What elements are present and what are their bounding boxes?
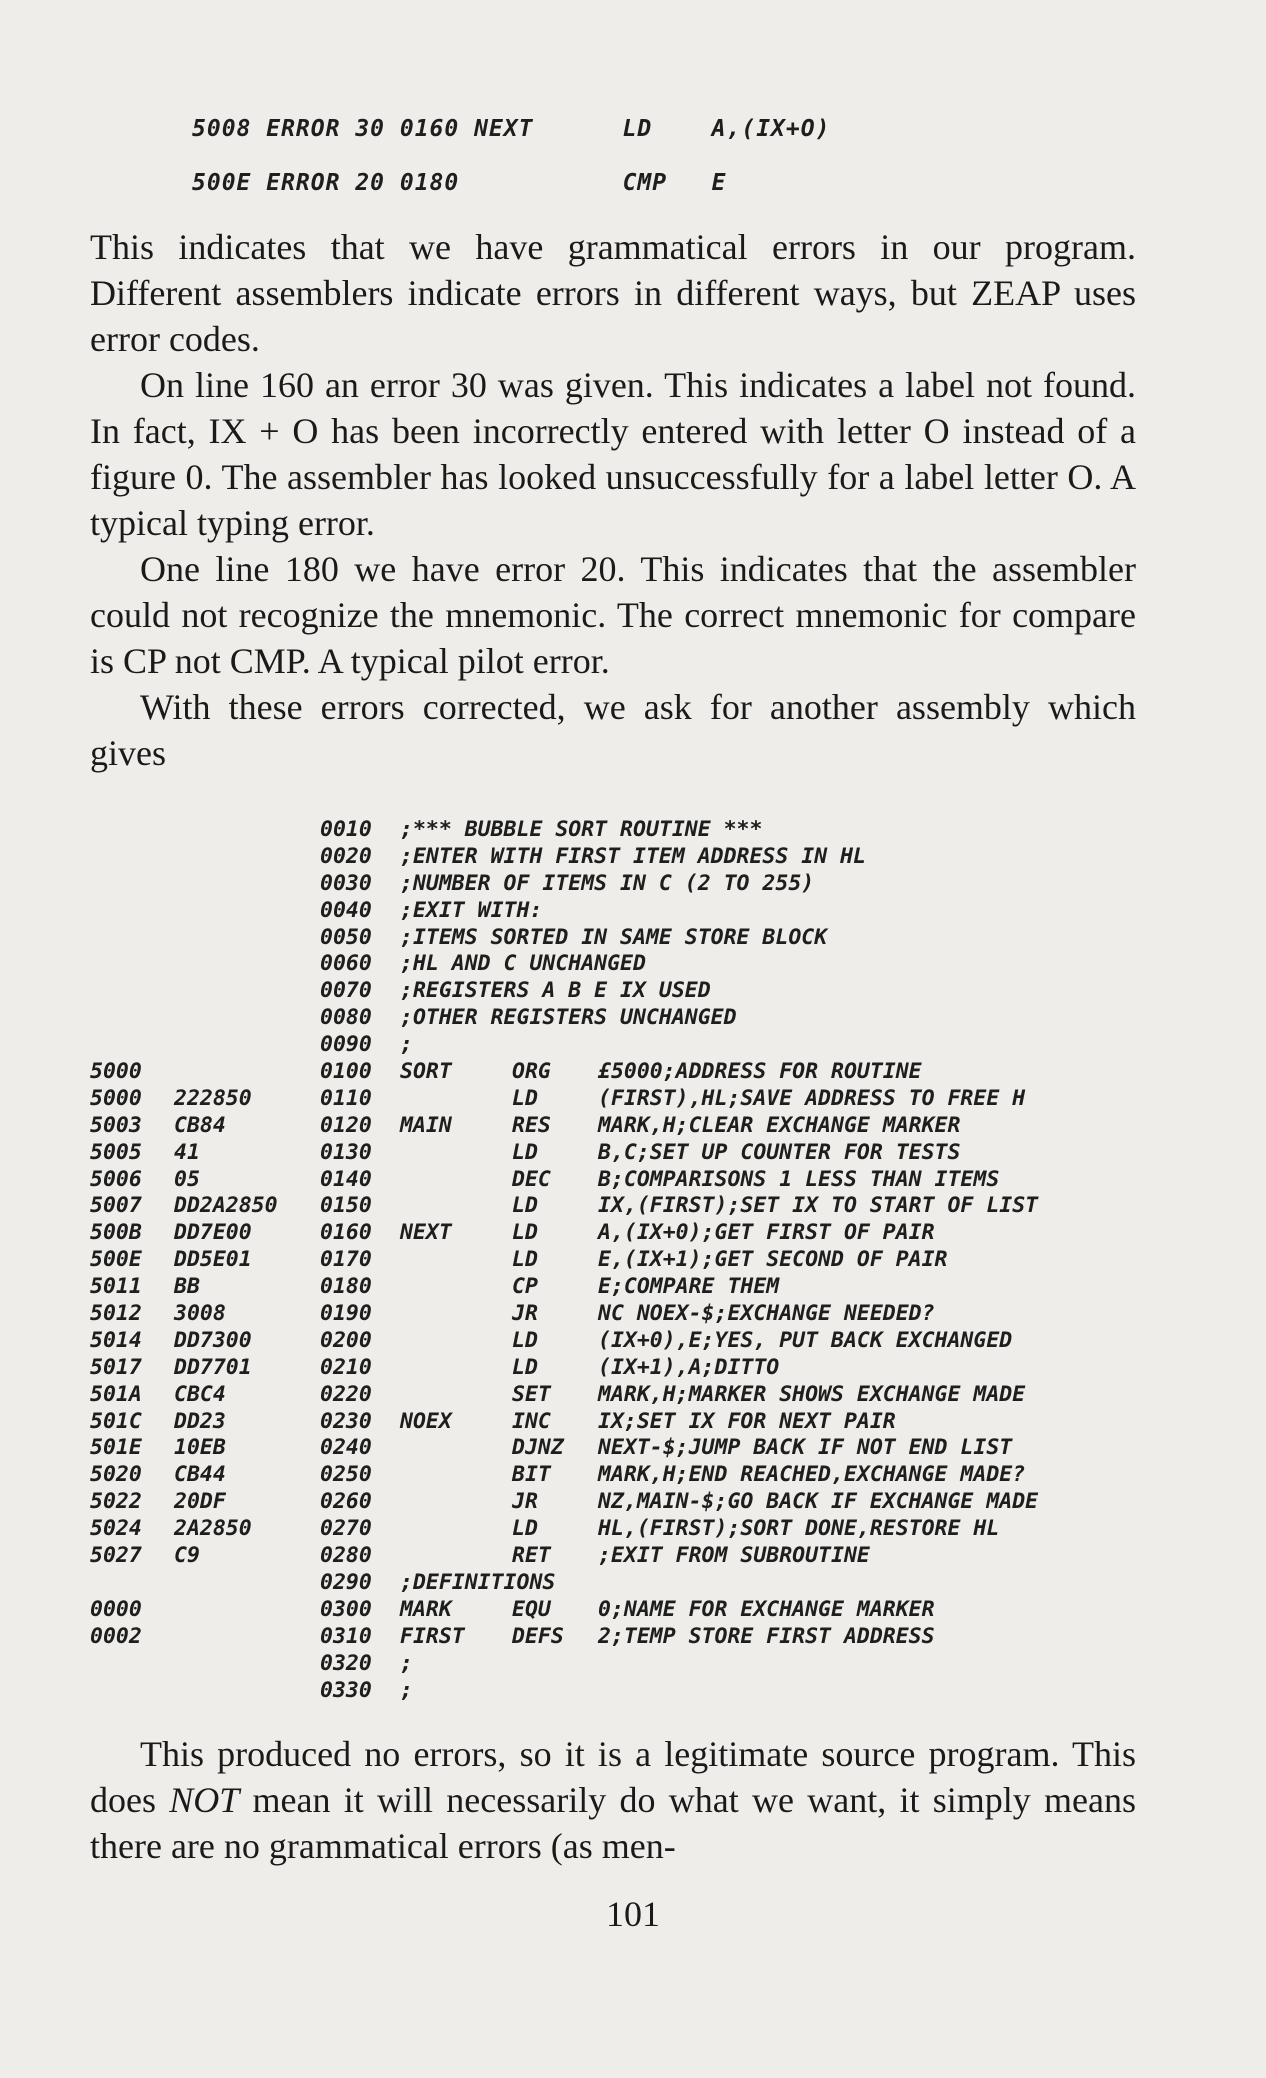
listing-object-code: DD23 bbox=[174, 1408, 226, 1434]
listing-row bbox=[90, 1220, 1190, 1247]
listing-row bbox=[90, 1301, 1190, 1328]
listing-object-code: 41 bbox=[174, 1139, 200, 1165]
listing-row bbox=[90, 1435, 1190, 1462]
listing-row bbox=[90, 1355, 1190, 1382]
listing-operand: 0;NAME FOR EXCHANGE MARKER bbox=[598, 1596, 935, 1622]
listing-row bbox=[90, 817, 1190, 844]
listing-line-number: 0240 bbox=[320, 1435, 372, 1461]
listing-address: 5012 bbox=[90, 1301, 142, 1327]
listing-line-number: 0100 bbox=[320, 1059, 372, 1085]
listing-line-number: 0050 bbox=[320, 924, 372, 950]
paragraph-reassembly: With these errors corrected, we ask for another assembly which gives bbox=[90, 687, 1136, 773]
listing-opcode: SET bbox=[512, 1381, 551, 1407]
listing-object-code: 3008 bbox=[174, 1301, 226, 1327]
listing-address: 5005 bbox=[90, 1139, 142, 1165]
listing-line-number: 0020 bbox=[320, 843, 372, 869]
listing-operand: IX,(FIRST);SET IX TO START OF LIST bbox=[598, 1193, 1039, 1219]
listing-line-number: 0200 bbox=[320, 1327, 372, 1353]
listing-row bbox=[90, 844, 1190, 871]
listing-row bbox=[90, 871, 1190, 898]
listing-operand: B,C;SET UP COUNTER FOR TESTS bbox=[598, 1139, 961, 1165]
listing-opcode: LD bbox=[512, 1516, 538, 1542]
listing-line-number: 0310 bbox=[320, 1623, 372, 1649]
listing-row bbox=[90, 1651, 1190, 1678]
listing-object-code: 10EB bbox=[174, 1435, 226, 1461]
listing-row bbox=[90, 1570, 1190, 1597]
listing-line-number: 0290 bbox=[320, 1569, 372, 1595]
listing-operand: ;EXIT FROM SUBROUTINE bbox=[598, 1543, 870, 1569]
listing-object-code: DD7300 bbox=[174, 1327, 252, 1353]
listing-row bbox=[90, 1113, 1190, 1140]
closing-text bbox=[90, 1731, 1136, 1869]
listing-row bbox=[90, 1382, 1190, 1409]
listing-operand: MARK,H;END REACHED,EXCHANGE MADE? bbox=[598, 1462, 1026, 1488]
listing-comment: ;*** BUBBLE SORT ROUTINE *** bbox=[400, 817, 763, 842]
listing-row bbox=[90, 1167, 1190, 1194]
listing-operand: 2;TEMP STORE FIRST ADDRESS bbox=[598, 1623, 935, 1649]
listing-row bbox=[90, 1462, 1190, 1489]
listing-line-number: 0320 bbox=[320, 1650, 372, 1676]
listing-opcode: LD bbox=[512, 1220, 538, 1246]
listing-object-code: 2A2850 bbox=[174, 1516, 252, 1542]
listing-row bbox=[90, 1489, 1190, 1516]
listing-operand: (IX+0),E;YES, PUT BACK EXCHANGED bbox=[598, 1327, 1013, 1353]
listing-line-number: 0140 bbox=[320, 1166, 372, 1192]
assembly-listing bbox=[90, 817, 1190, 1704]
listing-operand: NEXT-$;JUMP BACK IF NOT END LIST bbox=[598, 1435, 1013, 1461]
listing-row bbox=[90, 1597, 1190, 1624]
listing-opcode: LD bbox=[512, 1354, 538, 1380]
listing-row bbox=[90, 1328, 1190, 1355]
listing-line-number: 0220 bbox=[320, 1381, 372, 1407]
listing-object-code: DD7701 bbox=[174, 1354, 252, 1380]
listing-line-number: 0300 bbox=[320, 1596, 372, 1622]
listing-opcode: CP bbox=[512, 1274, 538, 1300]
listing-address: 0000 bbox=[90, 1596, 142, 1622]
listing-comment: ;REGISTERS A B E IX USED bbox=[400, 978, 711, 1004]
listing-label: MARK bbox=[400, 1596, 452, 1622]
listing-object-code: CBC4 bbox=[174, 1381, 226, 1407]
listing-object-code: C9 bbox=[174, 1543, 200, 1569]
listing-label: MAIN bbox=[400, 1112, 452, 1138]
listing-line-number: 0060 bbox=[320, 951, 372, 977]
error-line-2: 500E ERROR 20 0180 CMP E bbox=[192, 170, 727, 196]
listing-opcode: LD bbox=[512, 1193, 538, 1219]
listing-line-number: 0040 bbox=[320, 897, 372, 923]
listing-line-number: 0250 bbox=[320, 1462, 372, 1488]
listing-operand: MARK,H;CLEAR EXCHANGE MARKER bbox=[598, 1112, 961, 1138]
listing-operand: A,(IX+0);GET FIRST OF PAIR bbox=[598, 1220, 935, 1246]
listing-opcode: DEFS bbox=[512, 1623, 564, 1649]
listing-object-code: DD7E00 bbox=[174, 1220, 252, 1246]
listing-label: SORT bbox=[400, 1059, 452, 1085]
listing-object-code: CB44 bbox=[174, 1462, 226, 1488]
listing-line-number: 0110 bbox=[320, 1085, 372, 1111]
listing-address: 5003 bbox=[90, 1112, 142, 1138]
listing-object-code: DD5E01 bbox=[174, 1247, 252, 1273]
listing-object-code: CB84 bbox=[174, 1112, 226, 1138]
listing-address: 5000 bbox=[90, 1085, 142, 1111]
listing-row bbox=[90, 1678, 1190, 1705]
listing-opcode: RES bbox=[512, 1112, 551, 1138]
listing-row bbox=[90, 1543, 1190, 1570]
listing-operand: E,(IX+1);GET SECOND OF PAIR bbox=[598, 1247, 948, 1273]
listing-line-number: 0170 bbox=[320, 1247, 372, 1273]
listing-opcode: BIT bbox=[512, 1462, 551, 1488]
paragraph-error-30: On line 160 an error 30 was given. This indicates a label not found. In fact, IX + O has been incorrectly entered with letter O instead of a figure 0. The assembler has looked unsuccessfully for a label letter O. A typical typing error. bbox=[90, 365, 1136, 543]
listing-line-number: 0120 bbox=[320, 1112, 372, 1138]
listing-line-number: 0080 bbox=[320, 1005, 372, 1031]
listing-opcode: DEC bbox=[512, 1166, 551, 1192]
listing-object-code: BB bbox=[174, 1274, 200, 1300]
listing-opcode: RET bbox=[512, 1543, 551, 1569]
listing-comment: ; bbox=[400, 1032, 413, 1058]
listing-comment: ;NUMBER OF ITEMS IN C (2 TO 255) bbox=[400, 870, 815, 896]
listing-address: 5027 bbox=[90, 1543, 142, 1569]
listing-address: 5022 bbox=[90, 1489, 142, 1515]
listing-line-number: 0090 bbox=[320, 1032, 372, 1058]
listing-opcode: JR bbox=[512, 1301, 538, 1327]
listing-address: 5011 bbox=[90, 1274, 142, 1300]
page-number: 101 bbox=[606, 1894, 660, 1934]
listing-comment: ;HL AND C UNCHANGED bbox=[400, 951, 646, 977]
listing-line-number: 0010 bbox=[320, 817, 372, 842]
listing-object-code: DD2A2850 bbox=[174, 1193, 278, 1219]
listing-row bbox=[90, 951, 1190, 978]
listing-opcode: LD bbox=[512, 1247, 538, 1273]
listing-row bbox=[90, 1059, 1190, 1086]
listing-address: 501A bbox=[90, 1381, 142, 1407]
closing-text-end: mean it will necessarily do what we want, it simply means there are no grammatical errors (as men- bbox=[90, 1780, 1136, 1866]
listing-operand: B;COMPARISONS 1 LESS THAN ITEMS bbox=[598, 1166, 1000, 1192]
paragraph-intro: This indicates that we have grammatical errors in our program. Different assemblers indicate errors in different ways, but ZEAP uses error codes. bbox=[90, 227, 1136, 359]
listing-object-code: 05 bbox=[174, 1166, 200, 1192]
listing-label: NEXT bbox=[400, 1220, 452, 1246]
listing-row bbox=[90, 1247, 1190, 1274]
listing-comment: ;ENTER WITH FIRST ITEM ADDRESS IN HL bbox=[400, 843, 866, 869]
listing-operand: E;COMPARE THEM bbox=[598, 1274, 780, 1300]
listing-row bbox=[90, 898, 1190, 925]
listing-address: 500B bbox=[90, 1220, 142, 1246]
listing-opcode: JR bbox=[512, 1489, 538, 1515]
listing-address: 500E bbox=[90, 1247, 142, 1273]
listing-operand: £5000;ADDRESS FOR ROUTINE bbox=[598, 1059, 922, 1085]
listing-opcode: DJNZ bbox=[512, 1435, 564, 1461]
listing-line-number: 0030 bbox=[320, 870, 372, 896]
listing-address: 5006 bbox=[90, 1166, 142, 1192]
listing-row bbox=[90, 1086, 1190, 1113]
listing-line-number: 0330 bbox=[320, 1677, 372, 1703]
listing-line-number: 0070 bbox=[320, 978, 372, 1004]
closing-emphasis: NOT bbox=[169, 1780, 240, 1820]
listing-label: FIRST bbox=[400, 1623, 465, 1649]
listing-line-number: 0260 bbox=[320, 1489, 372, 1515]
listing-opcode: LD bbox=[512, 1085, 538, 1111]
listing-comment: ;OTHER REGISTERS UNCHANGED bbox=[400, 1005, 737, 1031]
listing-line-number: 0210 bbox=[320, 1354, 372, 1380]
listing-row bbox=[90, 1274, 1190, 1301]
listing-object-code: 222850 bbox=[174, 1085, 252, 1111]
listing-line-number: 0180 bbox=[320, 1274, 372, 1300]
listing-address: 5020 bbox=[90, 1462, 142, 1488]
body-text bbox=[90, 224, 1136, 776]
listing-line-number: 0160 bbox=[320, 1220, 372, 1246]
listing-row bbox=[90, 1140, 1190, 1167]
listing-opcode: ORG bbox=[512, 1059, 551, 1085]
listing-comment: ; bbox=[400, 1677, 413, 1703]
listing-operand: (IX+1),A;DITTO bbox=[598, 1354, 780, 1380]
closing-text-start: This produced no errors, so it is a legitimate source program. This does bbox=[90, 1734, 1136, 1820]
paragraph-closing bbox=[90, 1731, 1136, 1869]
listing-address: 501E bbox=[90, 1435, 142, 1461]
listing-object-code: 20DF bbox=[174, 1489, 226, 1515]
listing-row bbox=[90, 1409, 1190, 1436]
listing-row bbox=[90, 1624, 1190, 1651]
error-line-1: 5008 ERROR 30 0160 NEXT LD A,(IX+O) bbox=[192, 116, 831, 142]
listing-comment: ;DEFINITIONS bbox=[400, 1569, 556, 1595]
listing-line-number: 0130 bbox=[320, 1139, 372, 1165]
listing-address: 5014 bbox=[90, 1327, 142, 1353]
listing-line-number: 0270 bbox=[320, 1516, 372, 1542]
listing-opcode: EQU bbox=[512, 1596, 551, 1622]
listing-address: 5017 bbox=[90, 1354, 142, 1380]
listing-opcode: INC bbox=[512, 1408, 551, 1434]
listing-label: NOEX bbox=[400, 1408, 452, 1434]
listing-address: 5024 bbox=[90, 1516, 142, 1542]
listing-operand: (FIRST),HL;SAVE ADDRESS TO FREE H bbox=[598, 1085, 1026, 1111]
listing-line-number: 0280 bbox=[320, 1543, 372, 1569]
listing-row bbox=[90, 1516, 1190, 1543]
listing-line-number: 0150 bbox=[320, 1193, 372, 1219]
listing-opcode: LD bbox=[512, 1139, 538, 1165]
listing-opcode: LD bbox=[512, 1327, 538, 1353]
listing-comment: ;ITEMS SORTED IN SAME STORE BLOCK bbox=[400, 924, 828, 950]
listing-row bbox=[90, 1032, 1190, 1059]
paragraph-error-20: One line 180 we have error 20. This indicates that the assembler could not recognize the mnemonic. The correct mnemonic for compare is CP not CMP. A typical pilot error. bbox=[90, 549, 1136, 681]
listing-line-number: 0190 bbox=[320, 1301, 372, 1327]
listing-operand: MARK,H;MARKER SHOWS EXCHANGE MADE bbox=[598, 1381, 1026, 1407]
listing-row bbox=[90, 1005, 1190, 1032]
listing-operand: HL,(FIRST);SORT DONE,RESTORE HL bbox=[598, 1516, 1000, 1542]
listing-operand: NC NOEX-$;EXCHANGE NEEDED? bbox=[598, 1301, 935, 1327]
listing-address: 501C bbox=[90, 1408, 142, 1434]
listing-address: 0002 bbox=[90, 1623, 142, 1649]
listing-comment: ;EXIT WITH: bbox=[400, 897, 543, 923]
listing-address: 5007 bbox=[90, 1193, 142, 1219]
listing-comment: ; bbox=[400, 1650, 413, 1676]
listing-operand: IX;SET IX FOR NEXT PAIR bbox=[598, 1408, 896, 1434]
listing-operand: NZ,MAIN-$;GO BACK IF EXCHANGE MADE bbox=[598, 1489, 1039, 1515]
listing-row bbox=[90, 1193, 1190, 1220]
listing-address: 5000 bbox=[90, 1059, 142, 1085]
listing-line-number: 0230 bbox=[320, 1408, 372, 1434]
listing-row bbox=[90, 978, 1190, 1005]
listing-row bbox=[90, 925, 1190, 952]
